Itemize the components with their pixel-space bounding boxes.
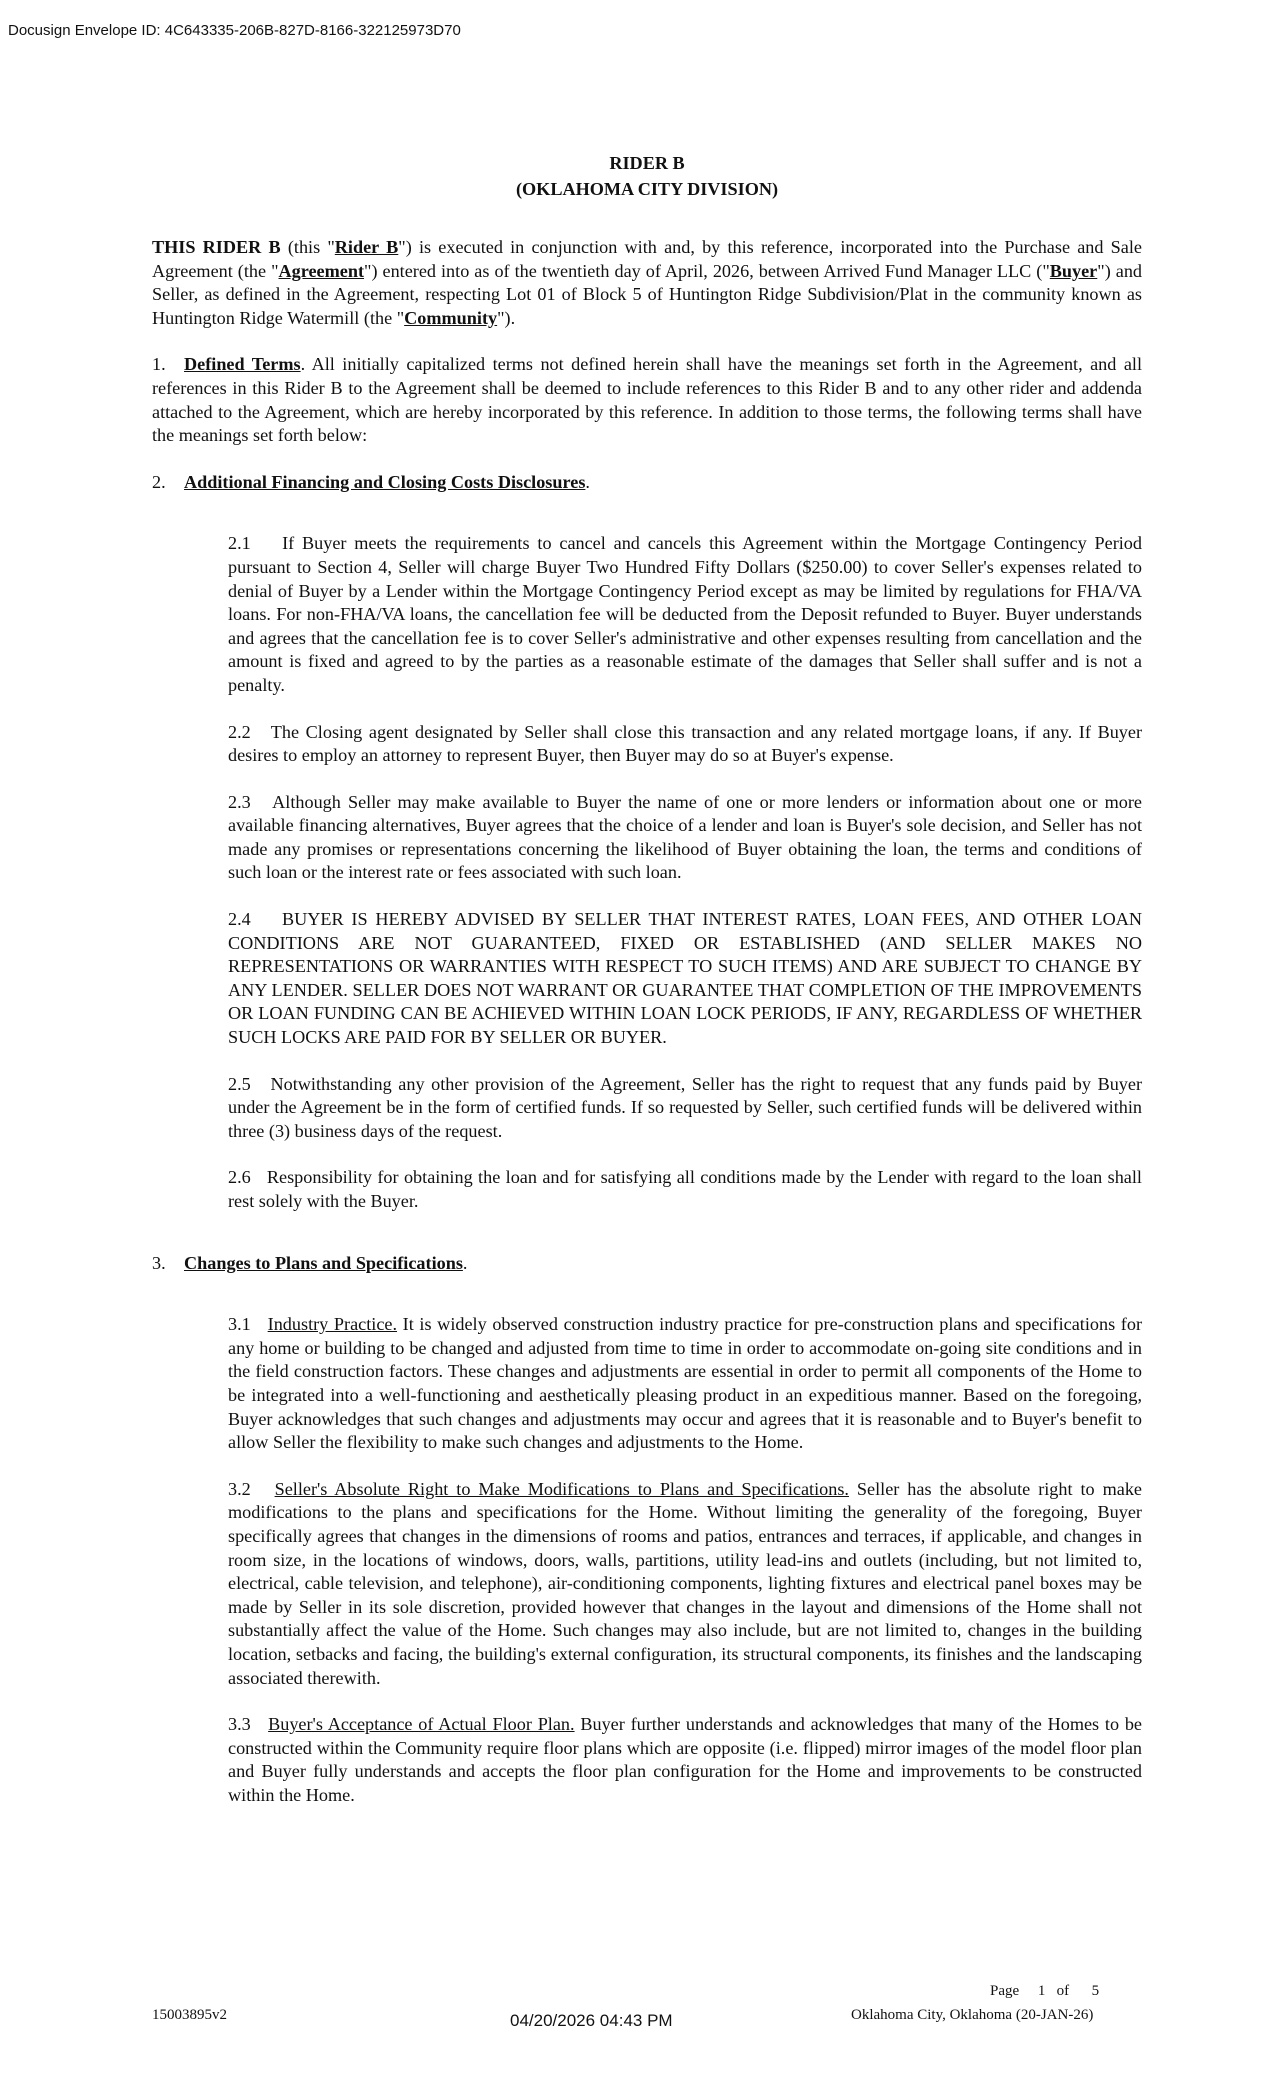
clause-text: It is widely observed construction industry practice for pre-construction plans and specifications for any home or building to be changed and adjusted from time to time in order to accommodate on-going site conditions and in the field construction factors. These changes and adjustments are essential in order to permit all components of the Home to be integrated into a well-functioning and aesthetically pleasing product in an expeditious manner. Based on the foregoing, Buyer acknowledges that such changes and adjustments may occur and agrees that it is reasonable and to Buyer's benefit to allow Seller the flexibility to make such changes and adjustments to the Home. [228, 1314, 1143, 1453]
section-heading: Additional Financing and Closing Costs Disclosures [184, 471, 586, 492]
page-of-label: of [1056, 1983, 1070, 1999]
defined-term-agreement: Agreement [278, 260, 365, 281]
page-total: 5 [1091, 1983, 1100, 1999]
intro-text: (this " [280, 237, 335, 257]
clause-number: 2.4 [228, 909, 251, 930]
clause-text: Seller has the absolute right to make modifications to the plans and specifications for the Home. Without limiting the generality of the foregoing, Buyer specifically agrees that changes in the dimensions of rooms and patios, entrances and terraces, if applicable, and changes in room size, in the locations of windows, doors, walls, partitions, utility lead-ins and outlets (including, but not limited to, electrical, cable television, and telephone), air-conditioning components, lighting fixtures and electrical panel boxes may be made by Seller in its sole discretion, provided however that changes in the layout and dimensions of the Home shall not substantially affect the value of the Home. Such changes may also include, but are not limited to, changes in the building location, setbacks and facing, the building's external configuration, its structural components, its finishes and the landscaping associated therewith. [228, 1478, 1142, 1688]
section-3-items [228, 1313, 1142, 1807]
clause-2-1 [228, 532, 1142, 697]
section-3-heading [152, 1252, 1142, 1276]
page-indicator [990, 1983, 1099, 2000]
defined-term-rider-b: Rider B [334, 237, 399, 257]
document-id: 15003895v2 [152, 2007, 227, 2023]
document-title [152, 150, 1142, 202]
clause-2-3 [228, 791, 1142, 885]
section-number: 2. [152, 471, 166, 492]
clause-title: Seller's Absolute Right to Make Modifications to Plans and Specifications. [274, 1478, 849, 1499]
intro-text: "). [497, 307, 516, 328]
intro-lead: THIS RIDER B [152, 237, 281, 257]
signature-timestamp: 04/20/2026 04:43 PM [510, 2011, 673, 2030]
section-heading: Changes to Plans and Specifications [184, 1252, 463, 1273]
clause-2-5 [228, 1073, 1142, 1144]
clause-number: 2.6 [228, 1167, 251, 1188]
clause-text: Although Seller may make available to Buyer the name of one or more lenders or information about one or more available financing alternatives, Buyer agrees that the choice of a lender and loan is Buyer's sole decision, and Seller has not made any promises or representations concerning the likelihood of Buyer obtaining the loan, the terms and conditions of such loan or the interest rate or fees associated with such loan. [228, 791, 1142, 883]
clause-text: BUYER IS HEREBY ADVISED BY SELLER THAT INTEREST RATES, LOAN FEES, AND OTHER LOAN CONDITIONS ARE NOT GUARANTEED, FIXED OR ESTABLISHED (AND SELLER MAKES NO REPRESENTATIONS OR WARRANTIES WITH RESPECT TO SUCH ITEMS) AND ARE SUBJECT TO CHANGE BY ANY LENDER. SELLER DOES NOT WARRANT OR GUARANTEE THAT COMPLETION OF THE IMPROVEMENTS OR LOAN FUNDING CAN BE ACHIEVED WITHIN LOAN LOCK PERIODS, IF ANY, REGARDLESS OF WHETHER SUCH LOCKS ARE PAID FOR BY SELLER OR BUYER. [228, 909, 1143, 1048]
clause-number: 3.1 [228, 1314, 251, 1335]
clause-number: 2.2 [228, 721, 251, 742]
clause-3-1 [228, 1313, 1142, 1455]
clause-title: Buyer's Acceptance of Actual Floor Plan. [268, 1714, 575, 1735]
section-1 [152, 353, 1142, 447]
section-2-heading [152, 471, 1142, 495]
section-2-items [228, 532, 1142, 1213]
defined-term-community: Community [404, 307, 498, 328]
clause-3-2 [228, 1478, 1142, 1690]
section-heading: Defined Terms [184, 354, 301, 375]
intro-text: ") and Seller, as defined in the Agreement, respecting Lot 01 of Block 5 of Huntington Ridge Subdivision/Plat in the community known as Huntington Ridge Watermill (the " [152, 260, 1143, 328]
title-line-1: RIDER B [609, 153, 685, 173]
page-label: Page [990, 1983, 1020, 1999]
clause-number: 3.3 [228, 1714, 251, 1735]
intro-text: ") is executed in conjunction with and, by this reference, incorporated into the Purchase and Sale Agreement (the " [152, 237, 1142, 281]
clause-number: 2.3 [228, 791, 251, 812]
clause-text: Responsibility for obtaining the loan and for satisfying all conditions made by the Lender with regard to the loan shall rest solely with the Buyer. [228, 1167, 1142, 1211]
clause-number: 3.2 [228, 1478, 251, 1499]
page-number: 1 [1037, 1983, 1046, 1999]
document-location: Oklahoma City, Oklahoma (20-JAN-26) [851, 2007, 1094, 2023]
clause-text: The Closing agent designated by Seller shall close this transaction and any related mortgage loans, if any. If Buyer desires to employ an attorney to represent Buyer, then Buyer may do so at Buyer's expense. [228, 721, 1143, 766]
heading-period: . [462, 1252, 468, 1273]
intro-text: ") entered into as of the twentieth day of April, 2026, between Arrived Fund Manager LLC (" [364, 260, 1050, 281]
clause-title: Industry Practice. [267, 1314, 398, 1335]
document-body [152, 150, 1142, 1807]
clause-text: If Buyer meets the requirements to cancel and cancels this Agreement within the Mortgage Contingency Period pursuant to Section 4, Seller will charge Buyer Two Hundred Fifty Dollars ($250.00) to cover Seller's expenses related to denial of Buyer by a Lender within the Mortgage Contingency Period except as may be limited by regulations for FHA/VA loans. For non-FHA/VA loans, the cancellation fee will be deducted from the Deposit refunded to Buyer. Buyer understands and agrees that the cancellation fee is to cover Seller's administrative and other expenses resulting from cancellation and the amount is fixed and agreed to by the parties as a reasonable estimate of the damages that Seller shall suffer and is not a penalty. [228, 533, 1142, 695]
clause-2-6 [228, 1166, 1142, 1213]
clause-3-3 [228, 1713, 1142, 1807]
title-line-2: (OKLAHOMA CITY DIVISION) [515, 179, 779, 199]
section-number: 3. [152, 1252, 166, 1273]
defined-term-buyer: Buyer [1049, 260, 1098, 281]
intro-paragraph [152, 236, 1142, 330]
clause-text: Buyer further understands and acknowledges that many of the Homes to be constructed within the Community require floor plans which are opposite (i.e. flipped) mirror images of the model floor plan and Buyer fully understands and accepts the floor plan configuration for the Home and improvements to be constructed within the Home. [228, 1714, 1143, 1805]
section-number: 1. [152, 354, 166, 375]
envelope-id: Docusign Envelope ID: 4C643335-206B-827D-8166-322125973D70 [8, 22, 461, 39]
section-text: . All initially capitalized terms not defined herein shall have the meanings set forth in the Agreement, and all references in this Rider B to the Agreement shall be deemed to include references to this Rider B and to any other rider and addenda attached to the Agreement, which are hereby incorporated by this reference. In addition to those terms, the following terms shall have the meanings set forth below: [152, 354, 1142, 446]
heading-period: . [585, 471, 590, 492]
clause-2-2 [228, 721, 1142, 768]
clause-number: 2.1 [228, 533, 251, 554]
clause-text: Notwithstanding any other provision of the Agreement, Seller has the right to request that any funds paid by Buyer under the Agreement be in the form of certified funds. If so requested by Seller, such certified funds will be delivered within three (3) business days of the request. [228, 1073, 1143, 1141]
clause-2-4 [228, 908, 1142, 1050]
clause-number: 2.5 [228, 1073, 251, 1094]
